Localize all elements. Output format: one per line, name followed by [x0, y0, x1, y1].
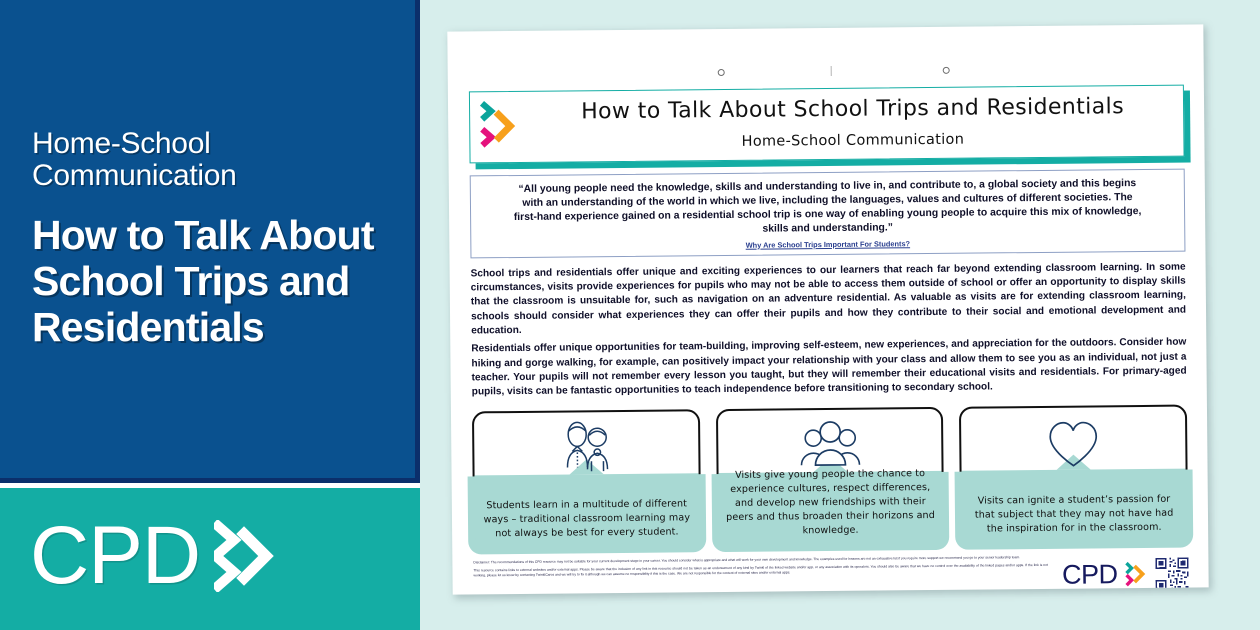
panel-kicker: Home-School Communication: [32, 127, 237, 193]
group-of-people-icon: [791, 416, 870, 475]
footer-cpd-wordmark: CPD: [1061, 558, 1118, 590]
body-paragraph: Residentials offer unique opportunities for team-building, improving self-esteem, new experiences, and appreciation for the outdoors. Consider how hiking and gorge walking, for example, can positively impact your relationship with your class and allow them to see you as an individual, not just a teacher. Your pupils will not remember every lesson you taught, but they will remember their educational visits and residentials. For primary-aged pupils, visits can be fantastic opportunities to teach independence before transitioning to secondary school.: [471, 336, 1187, 398]
two-students-icon: [547, 418, 626, 477]
footer-brand: [1062, 553, 1189, 591]
left-branding-panel: [0, 0, 420, 630]
disclaimer-paragraph: Disclaimer: The recommendations of this CPD resource may not be suitable for your current development stage in your career. You should consider what is appropriate and what will work for your own development and knowledge. The examples used for lessons are not an exhaustive list if you require more support we recommend you go to your senior leadership team.: [473, 554, 1021, 564]
document-content: [469, 85, 1189, 595]
double-chevron-icon: [1124, 561, 1148, 587]
info-card: [472, 409, 701, 549]
quote-text: “All young people need the knowledge, skills and understanding to live in, and contribute to, a global society and this begins with an understanding of the world in which we live, including the languages, values and cultures of different societies. The first-hand experience gained on a residential school trip is one way of enabling young people to acquire this mix of knowledge, skills and understanding.”: [513, 178, 1142, 236]
document-header: [469, 85, 1185, 164]
panel-cpd-wordmark: CPD: [30, 510, 201, 601]
document-subtitle: Home-School Communication: [741, 131, 965, 150]
double-chevron-icon: [214, 520, 282, 592]
qr-code-icon[interactable]: [1155, 557, 1188, 590]
ring-hole-icon: [718, 69, 725, 76]
panel-cpd-logo: [30, 510, 282, 601]
quote-source-link[interactable]: Why Are School Trips Important For Students?: [745, 238, 911, 250]
document-title: How to Talk About School Trips and Residentials: [581, 94, 1125, 125]
info-card: [716, 406, 945, 546]
disclaimer-block: [473, 554, 1062, 582]
card-text: Visits can ignite a student’s passion for that subject that they may not have had the inspiration for in the classroom.: [974, 493, 1174, 535]
info-card: [959, 404, 1188, 544]
panel-title: How to Talk About School Trips and Residentials: [32, 212, 374, 350]
twinkl-chevrons-icon: [477, 98, 524, 156]
registration-tick-icon: [831, 66, 832, 76]
disclaimer-paragraph: This resource contains links to external websites and/or external apps. Please be aware that the inclusion of any link in this resource should not be taken as an endorsement of any kind by Twinkl of the linked website and/or app, or any association with its operators. You should also be aware that we have no control over the availability of the linked pages and/or apps. If the link is not working, please let us know by contacting TwinklCares and we will try to fix it although we can assume no responsibility if this is the case. We are not responsible for the content of external sites and/or external apps.: [473, 563, 1048, 578]
ring-hole-icon: [943, 67, 950, 74]
quote-box: [470, 169, 1186, 258]
heart-icon: [1034, 414, 1113, 473]
info-card-row: [472, 404, 1188, 549]
card-text: Students learn in a multitude of different ways – traditional classroom learning may not always be best for every student.: [483, 498, 691, 539]
page-registration-marks: [447, 24, 1204, 93]
card-text: Visits give young people the chance to experience cultures, respect differences, and develop new friendships with their peers and thus broaden their horizons and knowledge.: [726, 468, 935, 536]
body-paragraphs: [471, 260, 1187, 400]
document-footer: [473, 553, 1188, 595]
body-paragraph: School trips and residentials offer unique and exciting experiences to our learners that reach far beyond extending classroom learning. In some circumstances, visits provide experiences for pupils who may not be able to access them outside of school or offer an opportunity to display skills that the classroom is unsuitable for, such as navigation on an adventure residential. As valuable as visits are for extending classroom learning, schools should consider what experiences they can offer their pupils and how they contribute to their social and emotional development and education.: [470, 261, 1187, 337]
document-page[interactable]: [447, 24, 1208, 594]
